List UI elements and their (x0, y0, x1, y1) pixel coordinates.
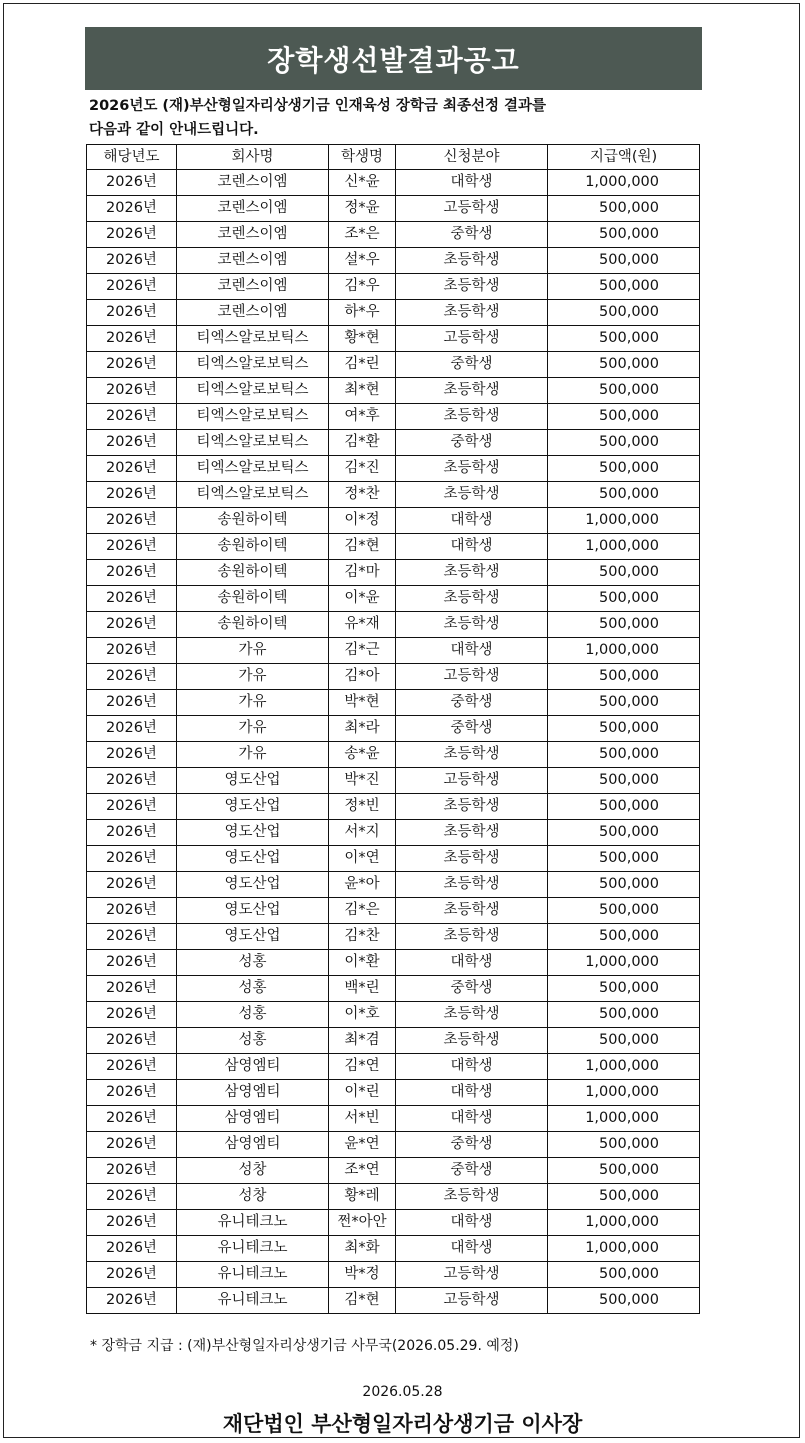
table-row (87, 1158, 700, 1184)
cell-field: 초등학생 (396, 794, 548, 820)
cell-company: 코렌스이엠 (177, 196, 329, 222)
cell-year: 2026년 (87, 768, 177, 794)
table-row (87, 638, 700, 664)
cell-amount: 500,000 (548, 976, 700, 1002)
cell-amount: 500,000 (548, 820, 700, 846)
table-row (87, 872, 700, 898)
cell-field: 초등학생 (396, 404, 548, 430)
cell-field: 중학생 (396, 1132, 548, 1158)
cell-year: 2026년 (87, 352, 177, 378)
cell-student: 서*지 (329, 820, 396, 846)
cell-student: 김*우 (329, 274, 396, 300)
cell-student: 이*환 (329, 950, 396, 976)
cell-field: 중학생 (396, 716, 548, 742)
cell-year: 2026년 (87, 378, 177, 404)
cell-field: 대학생 (396, 170, 548, 196)
cell-year: 2026년 (87, 820, 177, 846)
cell-amount: 500,000 (548, 430, 700, 456)
intro-line-1: 2026년도 (재)부산형일자리상생기금 인재육성 장학금 최종선정 결과를 (89, 98, 547, 114)
cell-student: 조*연 (329, 1158, 396, 1184)
table-row (87, 820, 700, 846)
cell-company: 삼영엠티 (177, 1106, 329, 1132)
cell-student: 윤*아 (329, 872, 396, 898)
cell-year: 2026년 (87, 586, 177, 612)
cell-field: 초등학생 (396, 378, 548, 404)
cell-year: 2026년 (87, 924, 177, 950)
cell-company: 티엑스알로보틱스 (177, 482, 329, 508)
cell-amount: 500,000 (548, 690, 700, 716)
cell-year: 2026년 (87, 872, 177, 898)
cell-field: 대학생 (396, 1106, 548, 1132)
cell-field: 초등학생 (396, 586, 548, 612)
cell-company: 송원하이텍 (177, 560, 329, 586)
table-row (87, 924, 700, 950)
cell-year: 2026년 (87, 976, 177, 1002)
cell-amount: 1,000,000 (548, 170, 700, 196)
cell-student: 신*윤 (329, 170, 396, 196)
cell-student: 최*라 (329, 716, 396, 742)
cell-student: 최*화 (329, 1236, 396, 1262)
cell-field: 중학생 (396, 690, 548, 716)
cell-year: 2026년 (87, 612, 177, 638)
cell-amount: 500,000 (548, 872, 700, 898)
table-row (87, 1054, 700, 1080)
cell-amount: 500,000 (548, 1184, 700, 1210)
table-row (87, 1262, 700, 1288)
cell-field: 대학생 (396, 638, 548, 664)
cell-year: 2026년 (87, 456, 177, 482)
scholarship-results-table (86, 144, 700, 1314)
cell-student: 유*재 (329, 612, 396, 638)
cell-field: 초등학생 (396, 1002, 548, 1028)
cell-amount: 500,000 (548, 742, 700, 768)
cell-field: 초등학생 (396, 482, 548, 508)
cell-field: 대학생 (396, 1236, 548, 1262)
intro-text (89, 94, 699, 142)
cell-field: 대학생 (396, 534, 548, 560)
table-row (87, 898, 700, 924)
cell-amount: 1,000,000 (548, 534, 700, 560)
cell-field: 대학생 (396, 1210, 548, 1236)
cell-company: 성창 (177, 1184, 329, 1210)
cell-student: 최*겸 (329, 1028, 396, 1054)
cell-student: 김*찬 (329, 924, 396, 950)
table-row (87, 1132, 700, 1158)
cell-year: 2026년 (87, 846, 177, 872)
cell-company: 티엑스알로보틱스 (177, 352, 329, 378)
cell-company: 티엑스알로보틱스 (177, 456, 329, 482)
cell-year: 2026년 (87, 1132, 177, 1158)
cell-field: 중학생 (396, 352, 548, 378)
cell-year: 2026년 (87, 1106, 177, 1132)
cell-company: 가유 (177, 690, 329, 716)
cell-company: 송원하이텍 (177, 586, 329, 612)
cell-amount: 1,000,000 (548, 638, 700, 664)
cell-company: 영도산업 (177, 768, 329, 794)
cell-field: 초등학생 (396, 820, 548, 846)
cell-amount: 1,000,000 (548, 1080, 700, 1106)
cell-student: 김*현 (329, 534, 396, 560)
header-amount: 지급액(원) (548, 145, 700, 170)
cell-amount: 1,000,000 (548, 1106, 700, 1132)
cell-student: 정*찬 (329, 482, 396, 508)
cell-company: 유니테크노 (177, 1210, 329, 1236)
cell-company: 티엑스알로보틱스 (177, 378, 329, 404)
cell-company: 가유 (177, 664, 329, 690)
cell-amount: 500,000 (548, 1002, 700, 1028)
cell-field: 초등학생 (396, 274, 548, 300)
table-row (87, 690, 700, 716)
cell-amount: 1,000,000 (548, 1054, 700, 1080)
table-row (87, 534, 700, 560)
cell-field: 초등학생 (396, 300, 548, 326)
cell-student: 황*레 (329, 1184, 396, 1210)
issuer-signature: 재단법인 부산형일자리상생기금 이사장 (222, 1412, 583, 1436)
cell-company: 성홍 (177, 1002, 329, 1028)
table-row (87, 274, 700, 300)
cell-year: 2026년 (87, 716, 177, 742)
cell-amount: 500,000 (548, 1262, 700, 1288)
cell-amount: 500,000 (548, 586, 700, 612)
table-row (87, 378, 700, 404)
cell-field: 대학생 (396, 1080, 548, 1106)
cell-field: 초등학생 (396, 924, 548, 950)
cell-field: 초등학생 (396, 560, 548, 586)
table-row (87, 716, 700, 742)
cell-field: 중학생 (396, 222, 548, 248)
table-row (87, 300, 700, 326)
cell-company: 송원하이텍 (177, 612, 329, 638)
cell-student: 최*현 (329, 378, 396, 404)
cell-amount: 500,000 (548, 300, 700, 326)
cell-amount: 500,000 (548, 846, 700, 872)
table-row (87, 352, 700, 378)
cell-amount: 500,000 (548, 326, 700, 352)
cell-field: 대학생 (396, 1054, 548, 1080)
cell-amount: 500,000 (548, 560, 700, 586)
cell-amount: 500,000 (548, 898, 700, 924)
cell-year: 2026년 (87, 1158, 177, 1184)
cell-student: 김*은 (329, 898, 396, 924)
cell-company: 코렌스이엠 (177, 170, 329, 196)
cell-year: 2026년 (87, 1210, 177, 1236)
cell-field: 대학생 (396, 508, 548, 534)
cell-year: 2026년 (87, 1184, 177, 1210)
cell-year: 2026년 (87, 222, 177, 248)
cell-company: 영도산업 (177, 846, 329, 872)
cell-amount: 500,000 (548, 482, 700, 508)
cell-amount: 500,000 (548, 378, 700, 404)
table-row (87, 430, 700, 456)
cell-student: 이*린 (329, 1080, 396, 1106)
cell-year: 2026년 (87, 1080, 177, 1106)
cell-student: 설*우 (329, 248, 396, 274)
cell-field: 중학생 (396, 430, 548, 456)
table-row (87, 612, 700, 638)
intro-line-2: 다음과 같이 안내드립니다. (89, 122, 259, 138)
page-title: 장학생선발결과공고 (85, 27, 702, 90)
cell-amount: 500,000 (548, 248, 700, 274)
cell-amount: 500,000 (548, 352, 700, 378)
cell-company: 티엑스알로보틱스 (177, 430, 329, 456)
cell-field: 초등학생 (396, 612, 548, 638)
table-row (87, 1028, 700, 1054)
cell-student: 김*근 (329, 638, 396, 664)
cell-year: 2026년 (87, 950, 177, 976)
header-student: 학생명 (329, 145, 396, 170)
table-row (87, 1184, 700, 1210)
cell-year: 2026년 (87, 482, 177, 508)
cell-field: 초등학생 (396, 846, 548, 872)
cell-company: 송원하이텍 (177, 534, 329, 560)
cell-field: 대학생 (396, 950, 548, 976)
table-header-row (87, 145, 700, 170)
cell-company: 송원하이텍 (177, 508, 329, 534)
cell-company: 코렌스이엠 (177, 222, 329, 248)
cell-company: 삼영엠티 (177, 1132, 329, 1158)
cell-company: 성홍 (177, 950, 329, 976)
cell-amount: 500,000 (548, 1028, 700, 1054)
header-company: 회사명 (177, 145, 329, 170)
cell-field: 중학생 (396, 976, 548, 1002)
cell-year: 2026년 (87, 664, 177, 690)
cell-student: 쩐*아안 (329, 1210, 396, 1236)
cell-field: 초등학생 (396, 1028, 548, 1054)
cell-year: 2026년 (87, 1236, 177, 1262)
cell-company: 가유 (177, 742, 329, 768)
cell-amount: 500,000 (548, 456, 700, 482)
cell-year: 2026년 (87, 196, 177, 222)
table-row (87, 560, 700, 586)
announcement-date: 2026.05.28 (362, 1384, 443, 1400)
cell-year: 2026년 (87, 690, 177, 716)
cell-amount: 500,000 (548, 404, 700, 430)
cell-amount: 500,000 (548, 794, 700, 820)
table-row (87, 326, 700, 352)
cell-company: 영도산업 (177, 820, 329, 846)
cell-company: 유니테크노 (177, 1236, 329, 1262)
cell-student: 윤*연 (329, 1132, 396, 1158)
table-row (87, 1080, 700, 1106)
cell-student: 김*현 (329, 1288, 396, 1314)
table-row (87, 456, 700, 482)
cell-field: 초등학생 (396, 872, 548, 898)
cell-amount: 500,000 (548, 768, 700, 794)
cell-year: 2026년 (87, 1262, 177, 1288)
cell-company: 코렌스이엠 (177, 274, 329, 300)
cell-student: 이*연 (329, 846, 396, 872)
cell-company: 삼영엠티 (177, 1080, 329, 1106)
cell-student: 서*빈 (329, 1106, 396, 1132)
cell-year: 2026년 (87, 300, 177, 326)
cell-amount: 1,000,000 (548, 1210, 700, 1236)
cell-year: 2026년 (87, 1054, 177, 1080)
cell-student: 박*진 (329, 768, 396, 794)
payment-note: * 장학금 지급 : (재)부산형일자리상생기금 사무국(2026.05.29. 예정) (90, 1338, 519, 1354)
table-row (87, 846, 700, 872)
cell-amount: 1,000,000 (548, 1236, 700, 1262)
cell-student: 송*윤 (329, 742, 396, 768)
table-row (87, 248, 700, 274)
table-row (87, 1002, 700, 1028)
table-row (87, 1210, 700, 1236)
cell-student: 박*현 (329, 690, 396, 716)
cell-company: 유니테크노 (177, 1262, 329, 1288)
cell-year: 2026년 (87, 170, 177, 196)
cell-student: 정*윤 (329, 196, 396, 222)
cell-field: 고등학생 (396, 664, 548, 690)
cell-amount: 500,000 (548, 222, 700, 248)
table-row (87, 1236, 700, 1262)
cell-student: 김*연 (329, 1054, 396, 1080)
cell-year: 2026년 (87, 326, 177, 352)
cell-year: 2026년 (87, 1002, 177, 1028)
cell-year: 2026년 (87, 508, 177, 534)
cell-company: 삼영엠티 (177, 1054, 329, 1080)
cell-company: 가유 (177, 638, 329, 664)
table-row (87, 742, 700, 768)
cell-amount: 500,000 (548, 1158, 700, 1184)
table-row (87, 950, 700, 976)
table-row (87, 794, 700, 820)
cell-field: 초등학생 (396, 1184, 548, 1210)
cell-year: 2026년 (87, 794, 177, 820)
cell-amount: 1,000,000 (548, 508, 700, 534)
cell-field: 초등학생 (396, 248, 548, 274)
cell-company: 성홍 (177, 1028, 329, 1054)
cell-student: 황*현 (329, 326, 396, 352)
cell-field: 초등학생 (396, 742, 548, 768)
cell-student: 이*정 (329, 508, 396, 534)
table-row (87, 482, 700, 508)
cell-student: 김*마 (329, 560, 396, 586)
cell-amount: 500,000 (548, 924, 700, 950)
cell-company: 영도산업 (177, 898, 329, 924)
cell-amount: 500,000 (548, 1288, 700, 1314)
table-row (87, 170, 700, 196)
cell-company: 영도산업 (177, 924, 329, 950)
table-body (87, 170, 700, 1314)
header-year: 해당년도 (87, 145, 177, 170)
cell-amount: 500,000 (548, 612, 700, 638)
cell-company: 성창 (177, 1158, 329, 1184)
table-row (87, 1106, 700, 1132)
cell-year: 2026년 (87, 404, 177, 430)
table-row (87, 508, 700, 534)
cell-student: 하*우 (329, 300, 396, 326)
cell-company: 코렌스이엠 (177, 248, 329, 274)
header-field: 신청분야 (396, 145, 548, 170)
cell-student: 이*호 (329, 1002, 396, 1028)
cell-year: 2026년 (87, 742, 177, 768)
cell-year: 2026년 (87, 1288, 177, 1314)
cell-student: 정*빈 (329, 794, 396, 820)
cell-field: 고등학생 (396, 1288, 548, 1314)
cell-year: 2026년 (87, 898, 177, 924)
cell-company: 유니테크노 (177, 1288, 329, 1314)
cell-field: 초등학생 (396, 456, 548, 482)
cell-year: 2026년 (87, 1028, 177, 1054)
cell-amount: 500,000 (548, 664, 700, 690)
table-row (87, 1288, 700, 1314)
cell-company: 티엑스알로보틱스 (177, 404, 329, 430)
cell-year: 2026년 (87, 534, 177, 560)
table-row (87, 976, 700, 1002)
cell-amount: 500,000 (548, 716, 700, 742)
cell-amount: 1,000,000 (548, 950, 700, 976)
cell-student: 이*윤 (329, 586, 396, 612)
cell-student: 박*정 (329, 1262, 396, 1288)
cell-student: 김*진 (329, 456, 396, 482)
cell-amount: 500,000 (548, 274, 700, 300)
cell-year: 2026년 (87, 430, 177, 456)
table-row (87, 664, 700, 690)
cell-year: 2026년 (87, 560, 177, 586)
cell-student: 김*린 (329, 352, 396, 378)
cell-field: 고등학생 (396, 196, 548, 222)
cell-amount: 500,000 (548, 1132, 700, 1158)
cell-field: 고등학생 (396, 768, 548, 794)
cell-company: 코렌스이엠 (177, 300, 329, 326)
cell-company: 영도산업 (177, 794, 329, 820)
table-row (87, 222, 700, 248)
cell-student: 조*은 (329, 222, 396, 248)
cell-field: 고등학생 (396, 1262, 548, 1288)
cell-year: 2026년 (87, 274, 177, 300)
cell-company: 성홍 (177, 976, 329, 1002)
cell-company: 영도산업 (177, 872, 329, 898)
cell-company: 가유 (177, 716, 329, 742)
cell-field: 초등학생 (396, 898, 548, 924)
cell-student: 김*환 (329, 430, 396, 456)
table-row (87, 196, 700, 222)
table-row (87, 404, 700, 430)
cell-field: 중학생 (396, 1158, 548, 1184)
cell-student: 백*린 (329, 976, 396, 1002)
table-row (87, 586, 700, 612)
table-row (87, 768, 700, 794)
cell-field: 고등학생 (396, 326, 548, 352)
cell-company: 티엑스알로보틱스 (177, 326, 329, 352)
cell-year: 2026년 (87, 248, 177, 274)
cell-student: 김*아 (329, 664, 396, 690)
cell-year: 2026년 (87, 638, 177, 664)
cell-amount: 500,000 (548, 196, 700, 222)
cell-student: 여*후 (329, 404, 396, 430)
